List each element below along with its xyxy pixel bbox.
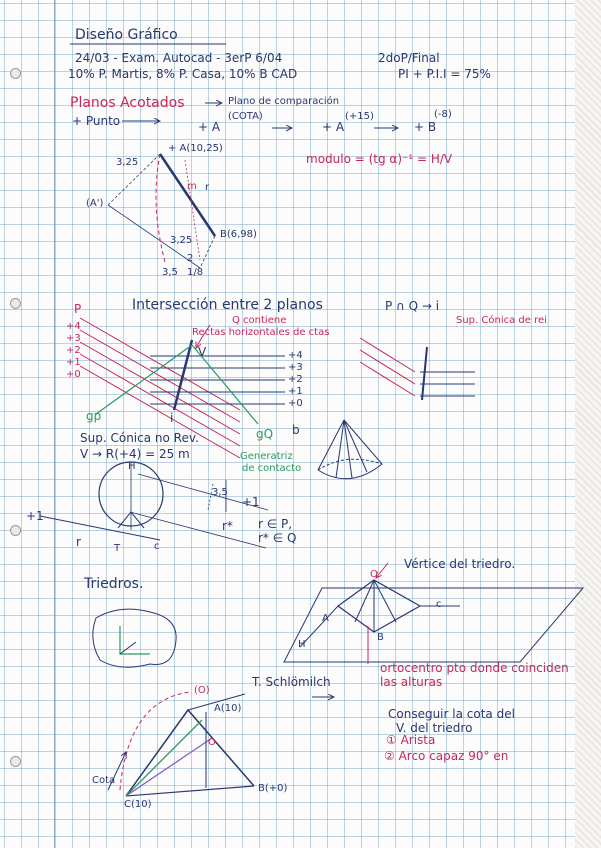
period: 2doP/Final (378, 51, 440, 65)
note: Sup. Cónica no Rev. (80, 431, 199, 445)
dim: 1/8 (187, 267, 204, 278)
note: V. del triedro (396, 721, 473, 735)
level: +2 (66, 345, 81, 356)
page-title: Diseño Gráfico (75, 27, 178, 43)
arc-capaz (120, 692, 190, 790)
level: +0 (288, 398, 303, 409)
symbol: P ∩ Q → i (385, 299, 440, 313)
section-title: Triedros. (84, 576, 144, 592)
note: Q contiene (232, 315, 287, 326)
point-label: C(10) (124, 799, 152, 810)
section-title: Planos Acotados (70, 95, 185, 111)
small-intersection (422, 347, 427, 400)
label-v: V (198, 345, 207, 359)
cone (318, 420, 382, 479)
plane (284, 588, 583, 662)
point-label: B(6,98) (220, 229, 257, 240)
note: Rectas horizontales de ctas (192, 327, 330, 338)
step: ② Arco capaz 90° en (384, 749, 509, 763)
line-purple (126, 738, 212, 796)
level: +0 (66, 369, 81, 380)
level: +4 (288, 350, 303, 361)
date-line: 24/03 - Exam. Autocad - 3erP 6/04 (75, 51, 283, 65)
base (126, 786, 254, 796)
label-m: m (187, 181, 197, 192)
label-gp: gp (86, 409, 102, 423)
label-r: r (76, 535, 81, 549)
label-rstar: r* (222, 519, 233, 533)
label-r: r (205, 182, 210, 193)
dim: 3,5 (162, 267, 178, 278)
label: +1 (242, 495, 260, 509)
relation: r ∈ P, (258, 517, 293, 531)
note: ortocentro pto donde coinciden (380, 661, 569, 675)
label-gq: gQ (256, 427, 274, 441)
modulo-formula: modulo = (tg α)⁻¹ = H/V (306, 152, 453, 166)
label: c (436, 599, 442, 610)
point-a15: + A (322, 120, 345, 134)
line-r (40, 516, 160, 540)
corner-line (120, 642, 136, 654)
point-a: + A (198, 120, 221, 134)
grades: 10% P. Martis, 8% P. Casa, 10% B CAD (68, 67, 298, 81)
level: +3 (288, 362, 303, 373)
note: Conseguir la cota del (388, 707, 515, 721)
projection (300, 606, 338, 647)
point-label: A(10) (214, 703, 242, 714)
small-horizontal-lines (420, 372, 475, 396)
dim: 3,25 (170, 235, 193, 246)
dim: 3,25 (116, 157, 139, 168)
note: Vértice del triedro. (404, 557, 516, 571)
line-rstar (130, 512, 266, 548)
arc (156, 154, 165, 262)
note: Plano de comparación (228, 96, 340, 107)
line-green (126, 720, 202, 796)
blob (93, 609, 176, 667)
label: O (370, 569, 378, 580)
dim: 3,5 (212, 487, 228, 498)
point-label: B(+0) (258, 783, 288, 794)
small-plane-lines (360, 338, 415, 396)
label: H (298, 639, 306, 650)
note: Sup. Cónica de rei (456, 315, 547, 326)
label: O (208, 737, 216, 748)
label-b: b (292, 423, 300, 437)
label: +1 (26, 509, 44, 523)
projection-line (200, 236, 215, 268)
relation: r* ∈ Q (258, 531, 297, 545)
superscript: (-8) (434, 109, 452, 120)
label: (O) (194, 685, 210, 696)
section-title: Intersección entre 2 planos (132, 297, 323, 313)
note: Generatriz (240, 451, 293, 462)
label-z: 2 (187, 253, 194, 264)
label: A (322, 613, 329, 624)
corner-green (120, 626, 150, 654)
label: Cota (92, 775, 116, 786)
level: +3 (66, 333, 81, 344)
superscript: (COTA) (228, 111, 263, 122)
intersection-line (174, 340, 192, 410)
note: las alturas (380, 675, 443, 689)
level: +4 (66, 321, 81, 332)
point-label: (A') (86, 198, 104, 209)
level: +1 (288, 386, 303, 397)
label: B (377, 632, 384, 643)
label-h: H (128, 461, 136, 472)
superscript: (+15) (345, 111, 374, 122)
label: + Punto (72, 114, 121, 128)
level: +2 (288, 374, 303, 385)
line-ab (160, 154, 215, 236)
note: de contacto (242, 463, 302, 474)
level: +1 (66, 357, 81, 368)
label-i: i (170, 411, 174, 425)
formula: PI + P.I.I = 75% (398, 67, 491, 81)
label-p: P (74, 302, 82, 316)
step: ① Arista (386, 733, 436, 747)
label-t: T (114, 543, 121, 554)
formula: V → R(+4) = 25 m (80, 447, 190, 461)
point-label: + A(10,25) (168, 143, 223, 154)
note: T. Schlömilch (252, 675, 331, 689)
label-c: c (154, 541, 160, 552)
point-b: + B (414, 120, 437, 134)
